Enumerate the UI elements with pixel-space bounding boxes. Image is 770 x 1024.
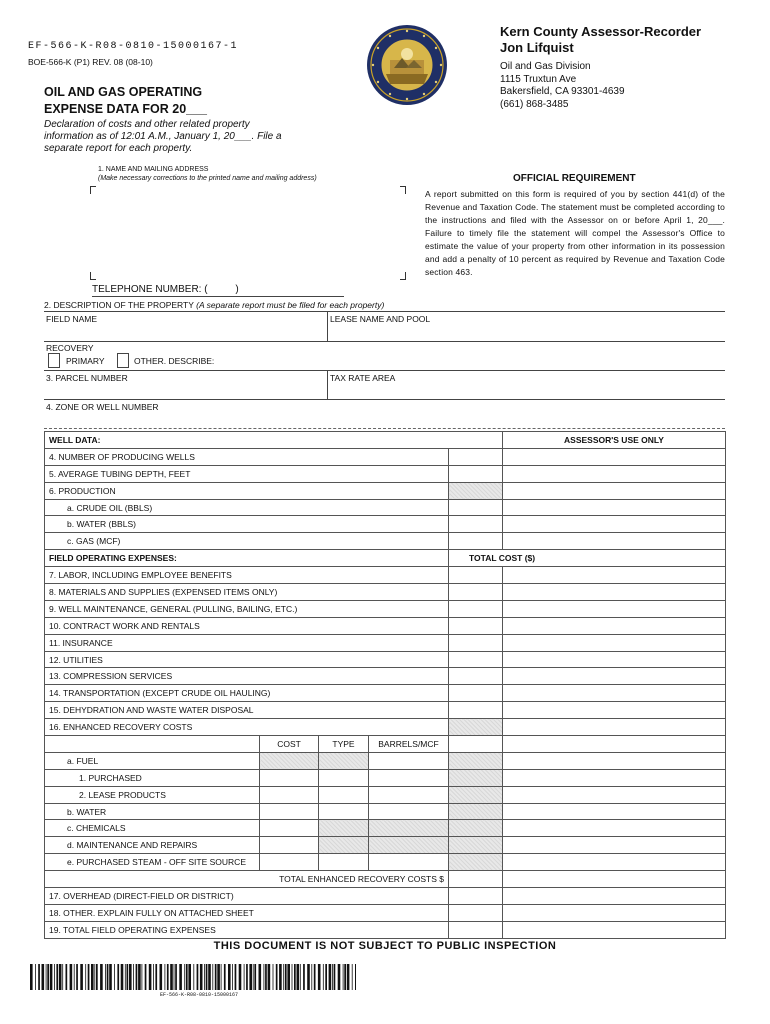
value-cell[interactable] [449, 634, 503, 651]
row-label: 17. OVERHEAD (DIRECT-FIELD OR DISTRICT) [45, 888, 449, 905]
cost-cell[interactable] [260, 837, 319, 854]
agency-office: Kern County Assessor-Recorder [500, 24, 702, 39]
barrels-cell[interactable] [369, 854, 449, 871]
row-label: 6. PRODUCTION [45, 482, 449, 499]
shaded-cell [449, 803, 503, 820]
table-row [45, 533, 726, 550]
assessor-cell [503, 617, 726, 634]
assessor-cell [503, 719, 726, 736]
county-seal-icon [366, 24, 448, 106]
row-label: 12. UTILITIES [45, 651, 449, 668]
name-address-title: 1. NAME AND MAILING ADDRESS [98, 166, 209, 173]
shaded-cell [319, 837, 369, 854]
table-row [45, 651, 726, 668]
shaded-cell [449, 719, 503, 736]
assessor-cell [503, 668, 726, 685]
row-label: 7. LABOR, INCLUDING EMPLOYEE BENEFITS [45, 567, 449, 584]
assessor-cell [503, 634, 726, 651]
table-row [45, 904, 726, 921]
primary-checkbox[interactable] [48, 353, 60, 368]
shaded-cell [449, 854, 503, 871]
value-cell[interactable] [449, 888, 503, 905]
assessor-cell [503, 820, 726, 837]
assessor-cell [503, 584, 726, 601]
assessor-cell [503, 921, 726, 938]
agency-name: Jon Lifquist [500, 40, 574, 55]
well-data-heading: WELL DATA: [45, 432, 503, 449]
assessor-use-heading: ASSESSOR'S USE ONLY [503, 432, 726, 449]
shaded-cell [449, 837, 503, 854]
row-label: 15. DEHYDRATION AND WASTE WATER DISPOSAL [45, 702, 449, 719]
shaded-cell [449, 482, 503, 499]
table-row [45, 482, 726, 499]
table-row [45, 719, 726, 736]
barrels-cell[interactable] [369, 769, 449, 786]
barrels-column-heading: BARRELS/MCF [369, 736, 449, 753]
assessor-cell [503, 651, 726, 668]
agency-division: Oil and Gas Division [500, 61, 591, 72]
shaded-cell [449, 752, 503, 769]
row-label: c. CHEMICALS [45, 820, 260, 837]
assessor-cell [503, 854, 726, 871]
tax-rate-area-label: TAX RATE AREA [330, 373, 396, 383]
row-label: 5. AVERAGE TUBING DEPTH, FEET [45, 465, 449, 482]
table-row [45, 516, 726, 533]
row-label: c. GAS (MCF) [45, 533, 449, 550]
table-row [45, 854, 726, 871]
table-row [45, 820, 726, 837]
table-row [45, 921, 726, 938]
telephone-label: TELEPHONE NUMBER: [92, 284, 202, 295]
total-enhanced-label: TOTAL ENHANCED RECOVERY COSTS $ [45, 871, 449, 888]
form-title-line1: OIL AND GAS OPERATING [44, 85, 203, 99]
row-label: 11. INSURANCE [45, 634, 449, 651]
barcode-icon [30, 964, 356, 990]
table-row [45, 871, 726, 888]
row-label: b. WATER (BBLS) [45, 516, 449, 533]
assessor-cell [503, 533, 726, 550]
shaded-cell [319, 752, 369, 769]
cost-cell[interactable] [260, 786, 319, 803]
lease-name-label: LEASE NAME AND POOL [330, 314, 431, 324]
value-cell[interactable] [449, 685, 503, 702]
agency-block [500, 24, 750, 111]
value-cell[interactable] [449, 904, 503, 921]
table-row [45, 752, 726, 769]
value-cell[interactable] [449, 499, 503, 516]
row-label: 19. TOTAL FIELD OPERATING EXPENSES [45, 921, 449, 938]
assessor-cell [503, 736, 726, 753]
agency-city: Bakersfield, CA 93301-4639 [500, 86, 625, 97]
name-address-label [98, 165, 317, 183]
assessor-cell [503, 600, 726, 617]
agency-street: 1115 Truxtun Ave [500, 73, 577, 85]
name-address-hint: (Make necessary corrections to the printed name and mailing address) [98, 175, 317, 182]
assessor-cell [503, 904, 726, 921]
assessor-cell [503, 448, 726, 465]
row-label: a. CRUDE OIL (BBLS) [45, 499, 449, 516]
table-row [45, 617, 726, 634]
table-row [45, 499, 726, 516]
total-cost-heading: TOTAL COST ($) [449, 550, 726, 567]
table-row [45, 888, 726, 905]
value-cell[interactable] [449, 516, 503, 533]
divider [327, 311, 328, 341]
shaded-cell [319, 820, 369, 837]
cost-column-heading: COST [260, 736, 319, 753]
shaded-cell [369, 820, 449, 837]
rule [44, 341, 725, 342]
table-row [45, 448, 726, 465]
value-cell[interactable] [449, 651, 503, 668]
cost-cell[interactable] [260, 769, 319, 786]
assessor-cell [503, 702, 726, 719]
rule [44, 370, 725, 371]
address-corner-bl [90, 272, 96, 280]
other-checkbox[interactable] [117, 353, 129, 368]
shaded-cell [449, 786, 503, 803]
value-cell[interactable] [449, 584, 503, 601]
row-label: e. PURCHASED STEAM - OFF SITE SOURCE [45, 854, 260, 871]
cost-cell[interactable] [260, 820, 319, 837]
type-cell[interactable] [319, 803, 369, 820]
table-row [45, 584, 726, 601]
type-cell[interactable] [319, 786, 369, 803]
assessor-cell [503, 837, 726, 854]
telephone-field[interactable]: ( ) [204, 284, 239, 295]
rule [44, 428, 725, 429]
table-row [45, 600, 726, 617]
value-cell[interactable] [449, 871, 503, 888]
row-label: d. MAINTENANCE AND REPAIRS [45, 837, 260, 854]
table-row [45, 786, 726, 803]
assessor-cell [503, 803, 726, 820]
value-cell [449, 736, 503, 753]
value-cell[interactable] [449, 921, 503, 938]
row-label: 13. COMPRESSION SERVICES [45, 668, 449, 685]
table-row [45, 668, 726, 685]
shaded-cell [369, 837, 449, 854]
value-cell[interactable] [449, 533, 503, 550]
assessor-cell [503, 871, 726, 888]
property-section-label: 2. DESCRIPTION OF THE PROPERTY [44, 300, 194, 310]
row-label: 2. LEASE PRODUCTS [45, 786, 260, 803]
assessor-cell [503, 567, 726, 584]
value-cell[interactable] [449, 448, 503, 465]
row-label: 9. WELL MAINTENANCE, GENERAL (PULLING, BAILING, ETC.) [45, 600, 449, 617]
value-cell[interactable] [449, 702, 503, 719]
address-field[interactable] [96, 192, 396, 270]
barrels-cell[interactable] [369, 803, 449, 820]
assessor-cell [503, 482, 726, 499]
other-label: OTHER. DESCRIBE: [134, 356, 215, 366]
table-row [45, 837, 726, 854]
type-cell[interactable] [319, 854, 369, 871]
form-revision: BOE-566-K (P1) REV. 08 (08-10) [28, 57, 153, 67]
rule [44, 311, 725, 312]
assessor-cell [503, 786, 726, 803]
shaded-cell [449, 769, 503, 786]
cost-cell[interactable] [260, 854, 319, 871]
type-cell[interactable] [319, 769, 369, 786]
barrels-cell[interactable] [369, 786, 449, 803]
value-cell[interactable] [449, 668, 503, 685]
row-label: 1. PURCHASED [45, 769, 260, 786]
assessor-cell [503, 685, 726, 702]
zone-well-label: 4. ZONE OR WELL NUMBER [46, 402, 159, 412]
agency-phone: (661) 868-3485 [500, 98, 569, 110]
form-title-line2: EXPENSE DATA FOR 20___ [44, 102, 208, 116]
table-row [45, 769, 726, 786]
shaded-cell [260, 752, 319, 769]
primary-label: PRIMARY [66, 356, 105, 366]
row-label: b. WATER [45, 803, 260, 820]
telephone-row [92, 284, 239, 295]
table-row [45, 634, 726, 651]
assessor-cell [503, 752, 726, 769]
assessor-cell [503, 465, 726, 482]
barrels-cell[interactable] [369, 752, 449, 769]
table-row [45, 567, 726, 584]
table-row [45, 702, 726, 719]
assessor-cell [503, 499, 726, 516]
address-corner-br [400, 272, 406, 280]
divider [327, 370, 328, 399]
value-cell[interactable] [449, 617, 503, 634]
form-code: EF-566-K-R08-0810-15000167-1 [28, 41, 239, 52]
official-requirement-body: A report submitted on this form is required of you by section 441(d) of the Revenue and Taxation Code. The statement must be completed according to the instructions and filed with the Assessor on or before April 1, 20___. Failure to timely file the statement will compel the Assessor's Office to estimate the value of your property from other information in its possession and add a penalty of 10 percent as required by Revenue and Taxation Code section 463. [425, 189, 725, 277]
property-section-heading [44, 300, 384, 310]
field-name-label: FIELD NAME [46, 314, 98, 324]
parcel-number-label: 3. PARCEL NUMBER [46, 373, 128, 383]
table-row [45, 685, 726, 702]
row-label: 8. MATERIALS AND SUPPLIES (EXPENSED ITEMS ONLY) [45, 584, 449, 601]
type-column-heading: TYPE [319, 736, 369, 753]
shaded-cell [449, 820, 503, 837]
value-cell[interactable] [449, 600, 503, 617]
declaration-text: Declaration of costs and other related property information as of 12:01 A.M., January 1, 20___. File a separate report for each property. [44, 119, 282, 154]
table-row [45, 736, 726, 753]
form-title [44, 84, 284, 118]
field-expenses-heading: FIELD OPERATING EXPENSES: [45, 550, 449, 567]
value-cell[interactable] [449, 567, 503, 584]
table-row [45, 432, 726, 449]
value-cell[interactable] [449, 465, 503, 482]
rule [44, 399, 725, 400]
barcode-text: EF-566-K-R08-0810-15000167 [160, 992, 239, 998]
table-row [45, 803, 726, 820]
row-label: 10. CONTRACT WORK AND RENTALS [45, 617, 449, 634]
assessor-cell [503, 769, 726, 786]
table-row [45, 465, 726, 482]
public-inspection-notice: THIS DOCUMENT IS NOT SUBJECT TO PUBLIC INSPECTION [213, 940, 557, 952]
row-label: 16. ENHANCED RECOVERY COSTS [45, 719, 449, 736]
row-label: a. FUEL [45, 752, 260, 769]
assessor-cell [503, 888, 726, 905]
property-section-note: (A separate report must be filed for each property) [196, 300, 385, 310]
recovery-label: RECOVERY [46, 343, 94, 353]
table-row [45, 550, 726, 567]
cost-cell[interactable] [260, 803, 319, 820]
row-label: 18. OTHER. EXPLAIN FULLY ON ATTACHED SHEET [45, 904, 449, 921]
assessor-cell [503, 516, 726, 533]
address-corner-tr [400, 186, 406, 194]
blank-cell [45, 736, 260, 753]
row-label: 14. TRANSPORTATION (EXCEPT CRUDE OIL HAULING) [45, 685, 449, 702]
official-requirement-title: OFFICIAL REQUIREMENT [513, 173, 636, 184]
expense-table [44, 431, 726, 939]
row-label: 4. NUMBER OF PRODUCING WELLS [45, 448, 449, 465]
telephone-underline [92, 296, 344, 297]
